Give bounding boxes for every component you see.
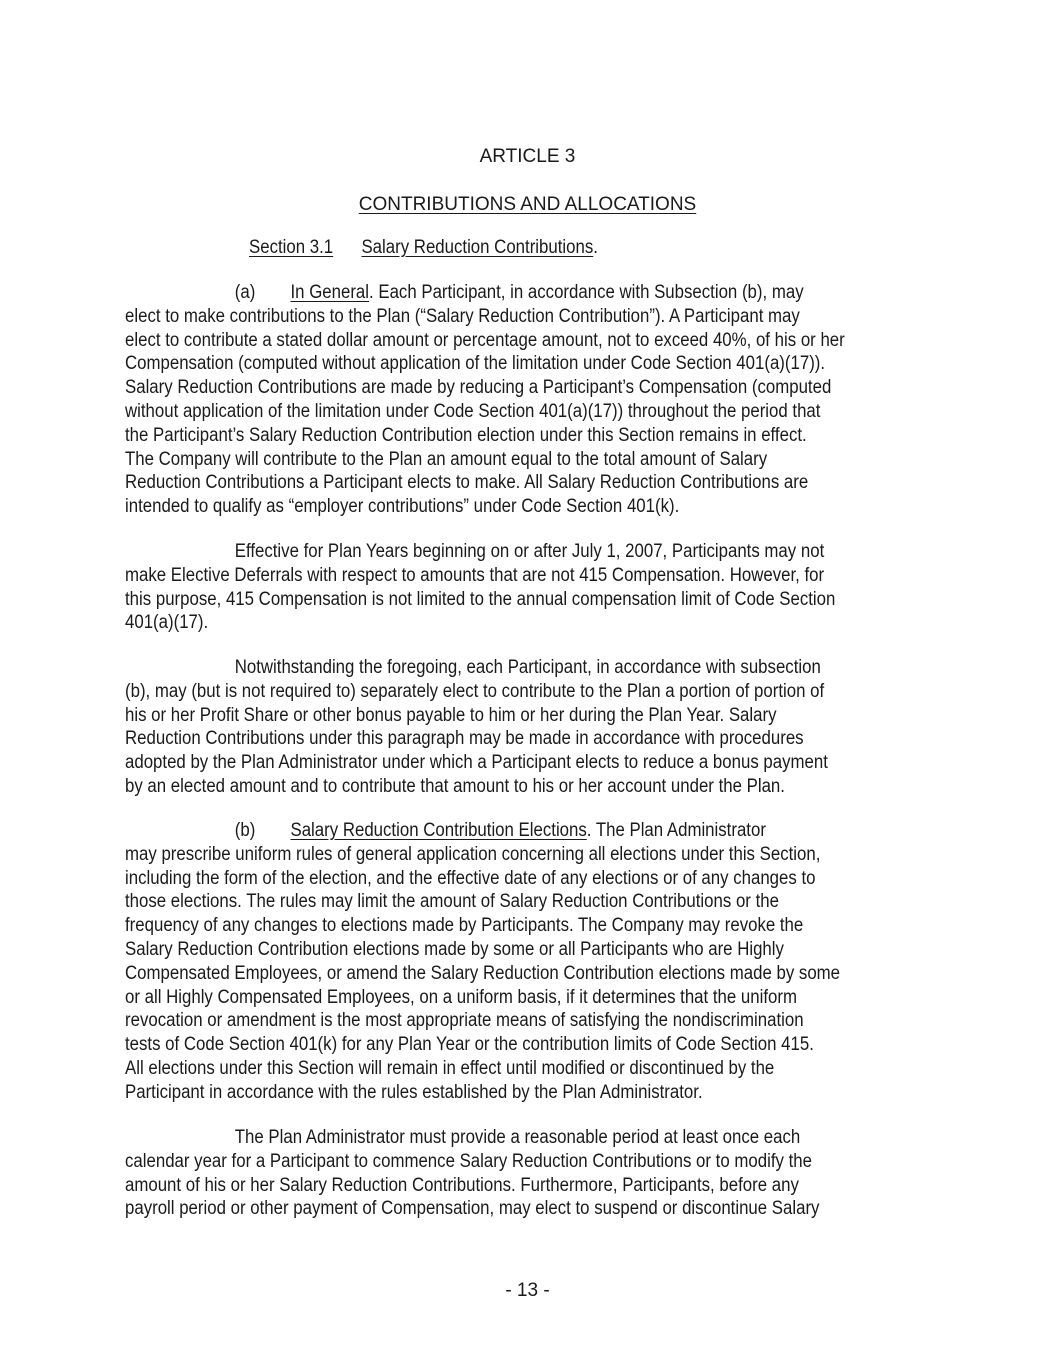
paragraph-line: make Elective Deferrals with respect to amounts that are not 415 Compensation. However, for	[125, 564, 825, 586]
section-title: Salary Reduction Contributions	[361, 237, 594, 258]
paragraph	[125, 540, 928, 635]
paragraph	[125, 819, 933, 1105]
paragraph-line: revocation or amendment is the most appropriate means of satisfying the nondiscrimination	[125, 1010, 804, 1032]
paragraph	[125, 656, 919, 799]
paragraph-line: the Participant’s Salary Reduction Contribution election under this Section remains in effect.	[125, 424, 807, 446]
paragraph-line: his or her Profit Share or other bonus payable to him or her during the Plan Year. Salary	[125, 704, 777, 726]
paragraph-line: The Company will contribute to the Plan an amount equal to the total amount of Salary	[125, 448, 768, 470]
subsection-heading: In General	[290, 282, 370, 303]
paragraph-line: amount of his or her Salary Reduction Contributions. Furthermore, Participants, before any	[125, 1174, 799, 1196]
page-number: - 13 -	[505, 1280, 550, 1301]
paragraph-line: elect to contribute a stated dollar amount or percentage amount, not to exceed 40%, of his or her	[125, 329, 845, 351]
article-subtitle: CONTRIBUTIONS AND ALLOCATIONS	[358, 194, 697, 215]
subsection-heading: Salary Reduction Contribution Elections	[290, 820, 587, 841]
section-number: Section 3.1	[249, 237, 334, 258]
paragraph-line: by an elected amount and to contribute that amount to his or her account under the Plan.	[125, 775, 785, 797]
paragraph-text: Effective for Plan Years beginning on or after July 1, 2007, Participants may not	[234, 541, 825, 562]
paragraph-line: Participant in accordance with the rules established by the Plan Administrator.	[125, 1081, 703, 1103]
subsection-label: (a)	[234, 282, 256, 303]
paragraph-line: those elections. The rules may limit the amount of Salary Reduction Contributions or the	[125, 891, 779, 913]
paragraph-line: payroll period or other payment of Compensation, may elect to suspend or discontinue Salary	[125, 1198, 820, 1220]
paragraph-text: The Plan Administrator must provide a reasonable period at least once each	[234, 1127, 801, 1148]
paragraph-line: may prescribe uniform rules of general application concerning all elections under this Section,	[125, 843, 821, 865]
paragraph	[125, 1126, 910, 1221]
paragraph-line: intended to qualify as “employer contributions” under Code Section 401(k).	[125, 496, 680, 518]
paragraph-line: calendar year for a Participant to commence Salary Reduction Contributions or to modify the	[125, 1150, 812, 1172]
paragraph-line: elect to make contributions to the Plan (“Salary Reduction Contribution”). A Participant may	[125, 305, 800, 327]
paragraph-line: tests of Code Section 401(k) for any Plan Year or the contribution limits of Code Section 415.	[125, 1034, 814, 1056]
paragraph-line: Salary Reduction Contributions are made by reducing a Participant’s Compensation (computed	[125, 377, 832, 399]
paragraph-text: Notwithstanding the foregoing, each Participant, in accordance with subsection	[234, 657, 821, 678]
paragraph-line: frequency of any changes to elections made by Participants. The Company may revoke the	[125, 915, 804, 937]
paragraph-line: Reduction Contributions under this paragraph may be made in accordance with procedures	[125, 728, 804, 750]
paragraph-line: (b), may (but is not required to) separately elect to contribute to the Plan a portion of portion of	[125, 680, 825, 702]
paragraph-line: 401(a)(17).	[125, 612, 209, 634]
paragraph-line: without application of the limitation under Code Section 401(a)(17)) throughout the period that	[125, 400, 821, 422]
paragraph-line: All elections under this Section will remain in effect until modified or discontinued by the	[125, 1057, 775, 1079]
paragraph-line: this purpose, 415 Compensation is not limited to the annual compensation limit of Code Section	[125, 588, 836, 610]
paragraph-first-line	[125, 819, 840, 843]
paragraph-first-line	[125, 656, 828, 680]
paragraph-line: Compensation (computed without application of the limitation under Code Section 401(a)(17)).	[125, 353, 826, 375]
subsection-label: (b)	[234, 820, 256, 841]
paragraph-first-line	[125, 281, 845, 305]
paragraph-line: including the form of the election, and the effective date of any elections or of any changes to	[125, 867, 816, 889]
section-title-suffix: .	[593, 237, 598, 258]
paragraph-text: . The Plan Administrator	[586, 820, 766, 841]
paragraph-line: or all Highly Compensated Employees, on a uniform basis, if it determines that the uniform	[125, 986, 797, 1008]
paragraph-first-line	[125, 1126, 819, 1150]
paragraph-first-line	[125, 540, 835, 564]
paragraph-line: Salary Reduction Contribution elections made by some or all Participants who are Highly	[125, 938, 784, 960]
paragraph-line: Reduction Contributions a Participant elects to make. All Salary Reduction Contributions are	[125, 472, 809, 494]
article-title: ARTICLE 3	[479, 146, 576, 167]
section-heading	[249, 237, 598, 259]
paragraph	[125, 281, 938, 519]
paragraph-line: Compensated Employees, or amend the Salary Reduction Contribution elections made by some	[125, 962, 841, 984]
paragraph-text: . Each Participant, in accordance with Subsection (b), may	[369, 282, 804, 303]
paragraph-line: adopted by the Plan Administrator under which a Participant elects to reduce a bonus payment	[125, 752, 828, 774]
